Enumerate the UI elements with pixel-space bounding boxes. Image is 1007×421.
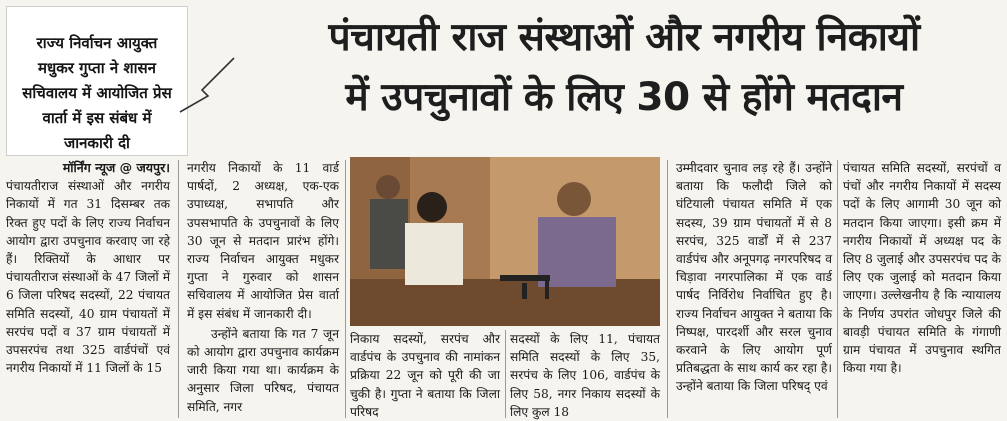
column-divider	[667, 160, 668, 418]
article-column-1	[6, 159, 170, 377]
column-divider	[837, 160, 838, 418]
column-2-text-b: उन्होंने बताया कि गत 7 जून को आयोग द्वारा उपचुनाव कार्यक्रम जारी किया गया था। कार्यक्रम के अनुसार जिला परिषद, पंचायत समिति, नगर	[187, 326, 339, 414]
column-1-text: पंचायतीराज संस्थाओं और नगरीय निकायों में गत 31 दिसम्बर तक रिक्त हुए पदों के लिए राज्य निर्वाचन आयोग द्वारा उपचुनाव करवाए जा रहे हैं। रिक्तियों के आधार पर पंचायतीराज संस्थाओं के 47 जिलों में 6 जिला परिषद सदस्यों, 22 पंचायत समिति सदस्यों, 40 ग्राम पंचायतों में सरपंच पदों व 37 ग्राम पंचायतों में उपसरपंच तथा 325 वार्डपंचों एवं नगरीय निकायों में 11 जिलों के 15	[6, 179, 170, 376]
column-2-text: नगरीय निकायों के 11 वार्ड पार्षदों, 2 अध्यक्ष, एक-एक उपाध्यक्ष, सभापति और उपसभापति के उपचुनावों के लिए 30 जून से मतदान प्रारंभ होंगे। राज्य निर्वाचन आयुक्त मधुकर गुप्ता ने गुरुवार को शासन सचिवालय में आयोजित प्रेस वार्ता में इस संबंध में जानकारी दी।	[187, 161, 339, 321]
column-3b-text: सदस्यों के लिए 11, पंचायत समिति सदस्यों के लिए 35, सरपंच के लिए 106, वार्डपंच के लिए 58, नगर निकाय सदस्यों के लिए कुल 18	[510, 332, 660, 419]
column-divider	[505, 330, 506, 418]
headline	[244, 8, 1004, 128]
column-3a-text: निकाय सदस्यों, सरपंच और वार्डपंच के उपचुनाव की नामांकन प्रक्रिया 22 जून को पूरी की जा चुकी है। गुप्ता ने बताया कि जिला परिषद	[350, 332, 500, 419]
headline-line-1: पंचायती राज संस्थाओं और नगरीय निकायों	[328, 15, 920, 60]
dateline: मॉर्निंग न्यूज @ जयपुर।	[62, 160, 170, 175]
column-divider	[178, 160, 179, 418]
headline-line-2: में उपचुनावों के लिए 30 से होंगे मतदान	[345, 75, 903, 120]
photo-caption-box	[6, 6, 188, 156]
article-column-5	[843, 159, 1001, 377]
article-column-4	[676, 159, 832, 396]
column-5-text: पंचायत समिति सदस्यों, सरपंचों व पंचों और नगरीय निकायों में सदस्य पदों के लिए आगामी 30 जून को मतदान किया जाएगा। इसी क्रम में नगरीय निकायों में अध्यक्ष पद के लिए 8 जुलाई और उपसरपंच पद के लिए एक जुलाई को मतदान किया जाएगा। उल्लेखनीय है कि न्यायालय के निर्णय उपरांत जोधपुर जिले की बावड़ी पंचायत समिति के गंगाणी ग्राम पंचायत में उपचुनाव स्थगित किया गया है।	[843, 161, 1001, 376]
column-4-text: उम्मीदवार चुनाव लड़ रहे हैं। उन्होंने बताया कि फलौदी जिले को घंटियाली पंचायत समिति में एक सदस्य, 39 ग्राम पंचायतों में से 8 सरपंच, 325 वार्डों में से 237 वार्डपंच और अनूपगढ़ नगरपरिषद व चिड़ावा नगरपालिका में एक वार्ड पार्षद निर्विरोध निर्वाचित हुए है। राज्य निर्वाचन आयुक्त ने बताया कि निष्पक्ष, पारदर्शी और सरल चुनाव करवाने के लिए आयोग पूर्ण प्रतिबद्धता के साथ कार्य कर रहा है। उन्होंने बताया कि जिला परिषद् एवं	[676, 161, 832, 394]
caption-pointer-arrow	[178, 50, 238, 120]
column-divider	[345, 160, 346, 418]
press-conference-photo	[350, 157, 660, 326]
article-column-2	[187, 159, 339, 416]
photo-caption: राज्य निर्वाचन आयुक्त मधुकर गुप्ता ने शासन सचिवालय में आयोजित प्रेस वार्ता में इस संबंध में जानकारी दी	[22, 34, 172, 152]
